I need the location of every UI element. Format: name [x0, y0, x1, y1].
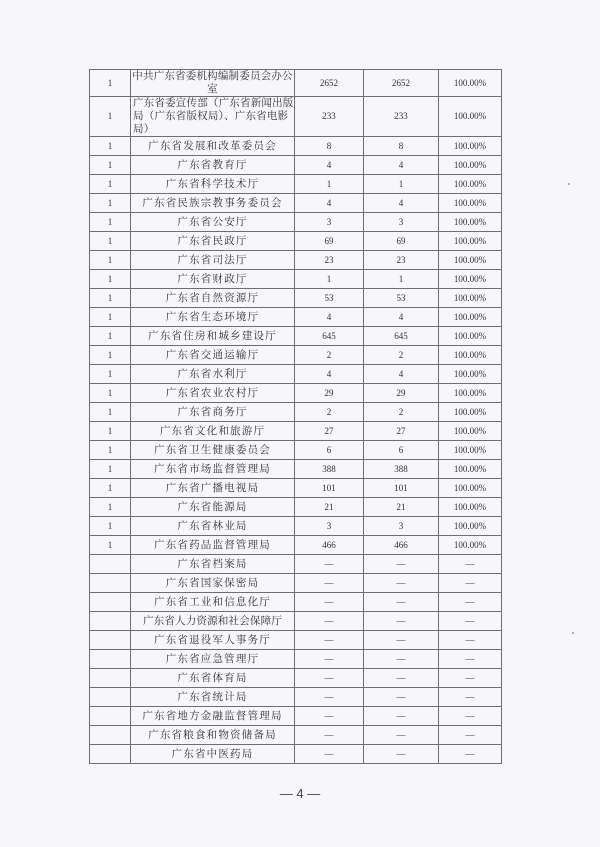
count-cell: 645	[295, 327, 364, 346]
count-cell: 53	[295, 289, 364, 308]
completed-count-cell: —	[364, 707, 439, 726]
seq-cell: 1	[90, 422, 131, 441]
seq-cell	[90, 688, 131, 707]
completed-count-cell: 4	[364, 308, 439, 327]
table-row	[90, 70, 502, 97]
table-row	[90, 232, 502, 251]
table-row	[90, 213, 502, 232]
count-cell: 4	[295, 156, 364, 175]
department-name-cell: 广东省林业局	[131, 517, 295, 536]
count-cell: 69	[295, 232, 364, 251]
count-cell: —	[295, 726, 364, 745]
count-cell: —	[295, 707, 364, 726]
completion-rate-cell: 100.00%	[439, 498, 502, 517]
count-cell: 1	[295, 175, 364, 194]
seq-cell: 1	[90, 479, 131, 498]
completed-count-cell: 2652	[364, 70, 439, 97]
department-name-cell: 广东省教育厅	[131, 156, 295, 175]
count-cell: 4	[295, 194, 364, 213]
completion-rate-cell: 100.00%	[439, 441, 502, 460]
table-row	[90, 137, 502, 156]
department-name-cell: 广东省体育局	[131, 669, 295, 688]
table-row	[90, 441, 502, 460]
seq-cell	[90, 650, 131, 669]
count-cell: 3	[295, 517, 364, 536]
completed-count-cell: —	[364, 669, 439, 688]
table-row	[90, 479, 502, 498]
department-name-cell: 广东省民族宗教事务委员会	[131, 194, 295, 213]
department-name-cell: 广东省广播电视局	[131, 479, 295, 498]
completion-rate-cell: 100.00%	[439, 251, 502, 270]
completed-count-cell: 69	[364, 232, 439, 251]
table-row	[90, 365, 502, 384]
seq-cell: 1	[90, 289, 131, 308]
completed-count-cell: 21	[364, 498, 439, 517]
table-body	[90, 70, 502, 764]
table-row	[90, 669, 502, 688]
completed-count-cell: 2	[364, 346, 439, 365]
completion-rate-cell: 100.00%	[439, 422, 502, 441]
count-cell: 233	[295, 97, 364, 137]
count-cell: 2	[295, 346, 364, 365]
seq-cell: 1	[90, 517, 131, 536]
completed-count-cell: 53	[364, 289, 439, 308]
seq-cell: 1	[90, 441, 131, 460]
department-name-cell: 广东省统计局	[131, 688, 295, 707]
table-row	[90, 403, 502, 422]
count-cell: 2	[295, 403, 364, 422]
table-row	[90, 156, 502, 175]
completed-count-cell: 4	[364, 194, 439, 213]
completion-rate-cell: 100.00%	[439, 232, 502, 251]
department-name-cell: 广东省商务厅	[131, 403, 295, 422]
department-name-cell: 广东省应急管理厅	[131, 650, 295, 669]
department-name-cell: 广东省粮食和物资储备局	[131, 726, 295, 745]
completion-rate-cell: —	[439, 669, 502, 688]
seq-cell: 1	[90, 384, 131, 403]
table-row	[90, 289, 502, 308]
completed-count-cell: 101	[364, 479, 439, 498]
table-row	[90, 346, 502, 365]
completed-count-cell: 3	[364, 213, 439, 232]
seq-cell	[90, 745, 131, 764]
completed-count-cell: 3	[364, 517, 439, 536]
completion-rate-cell: 100.00%	[439, 403, 502, 422]
completion-rate-cell: 100.00%	[439, 460, 502, 479]
completed-count-cell: 388	[364, 460, 439, 479]
department-name-cell: 广东省司法厅	[131, 251, 295, 270]
completion-rate-cell: 100.00%	[439, 213, 502, 232]
table-row	[90, 460, 502, 479]
table-row	[90, 175, 502, 194]
count-cell: 29	[295, 384, 364, 403]
completion-rate-cell: —	[439, 707, 502, 726]
completed-count-cell: —	[364, 726, 439, 745]
count-cell: 2652	[295, 70, 364, 97]
table-row	[90, 517, 502, 536]
count-cell: 23	[295, 251, 364, 270]
page-number: — 4 —	[279, 786, 321, 801]
table-row	[90, 688, 502, 707]
seq-cell	[90, 612, 131, 631]
seq-cell	[90, 726, 131, 745]
table-row	[90, 498, 502, 517]
department-name-cell: 广东省农业农村厅	[131, 384, 295, 403]
department-name-cell: 广东省卫生健康委员会	[131, 441, 295, 460]
count-cell: —	[295, 631, 364, 650]
completed-count-cell: —	[364, 574, 439, 593]
seq-cell: 1	[90, 365, 131, 384]
completed-count-cell: 1	[364, 175, 439, 194]
table-row	[90, 707, 502, 726]
completion-rate-cell: 100.00%	[439, 270, 502, 289]
table-row	[90, 308, 502, 327]
scan-speck	[572, 632, 574, 634]
count-cell: 8	[295, 137, 364, 156]
department-name-cell: 广东省能源局	[131, 498, 295, 517]
count-cell: —	[295, 745, 364, 764]
seq-cell: 1	[90, 251, 131, 270]
seq-cell: 1	[90, 175, 131, 194]
seq-cell: 1	[90, 403, 131, 422]
table-row	[90, 251, 502, 270]
count-cell: 6	[295, 441, 364, 460]
department-name-cell: 广东省财政厅	[131, 270, 295, 289]
seq-cell: 1	[90, 308, 131, 327]
department-name-cell: 广东省委宣传部（广东省新闻出版局（广东省版权局）、广东省电影局）	[131, 97, 295, 137]
completed-count-cell: —	[364, 745, 439, 764]
table-row	[90, 194, 502, 213]
count-cell: 3	[295, 213, 364, 232]
count-cell: —	[295, 669, 364, 688]
completion-rate-cell: —	[439, 726, 502, 745]
completion-rate-cell: —	[439, 593, 502, 612]
count-cell: 388	[295, 460, 364, 479]
department-name-cell: 广东省工业和信息化厅	[131, 593, 295, 612]
table-row	[90, 631, 502, 650]
completion-rate-cell: 100.00%	[439, 479, 502, 498]
completion-rate-cell: 100.00%	[439, 137, 502, 156]
department-name-cell: 广东省住房和城乡建设厅	[131, 327, 295, 346]
count-cell: 27	[295, 422, 364, 441]
completion-rate-cell: 100.00%	[439, 289, 502, 308]
seq-cell	[90, 669, 131, 688]
completed-count-cell: —	[364, 631, 439, 650]
completion-rate-cell: —	[439, 688, 502, 707]
count-cell: 101	[295, 479, 364, 498]
seq-cell	[90, 631, 131, 650]
completed-count-cell: 6	[364, 441, 439, 460]
table-row	[90, 97, 502, 137]
table-row	[90, 612, 502, 631]
table-row	[90, 745, 502, 764]
count-cell: —	[295, 555, 364, 574]
completion-rate-cell: 100.00%	[439, 384, 502, 403]
completion-rate-cell: 100.00%	[439, 308, 502, 327]
count-cell: —	[295, 574, 364, 593]
department-name-cell: 广东省地方金融监督管理局	[131, 707, 295, 726]
completed-count-cell: 466	[364, 536, 439, 555]
seq-cell: 1	[90, 536, 131, 555]
completion-rate-cell: 100.00%	[439, 175, 502, 194]
department-name-cell: 广东省市场监督管理局	[131, 460, 295, 479]
completed-count-cell: —	[364, 688, 439, 707]
table-row	[90, 327, 502, 346]
table-row	[90, 726, 502, 745]
completion-rate-cell: —	[439, 745, 502, 764]
count-cell: —	[295, 612, 364, 631]
scan-speck	[568, 183, 570, 185]
seq-cell: 1	[90, 97, 131, 137]
table-row	[90, 422, 502, 441]
table-row	[90, 574, 502, 593]
seq-cell: 1	[90, 270, 131, 289]
seq-cell: 1	[90, 137, 131, 156]
completed-count-cell: 4	[364, 365, 439, 384]
seq-cell: 1	[90, 327, 131, 346]
completion-rate-cell: —	[439, 555, 502, 574]
data-table	[89, 69, 502, 764]
department-name-cell: 广东省公安厅	[131, 213, 295, 232]
seq-cell	[90, 555, 131, 574]
completed-count-cell: 645	[364, 327, 439, 346]
count-cell: 466	[295, 536, 364, 555]
department-name-cell: 广东省发展和改革委员会	[131, 137, 295, 156]
seq-cell: 1	[90, 213, 131, 232]
count-cell: 4	[295, 365, 364, 384]
seq-cell: 1	[90, 498, 131, 517]
completion-rate-cell: 100.00%	[439, 517, 502, 536]
seq-cell: 1	[90, 460, 131, 479]
completed-count-cell: 8	[364, 137, 439, 156]
seq-cell: 1	[90, 194, 131, 213]
seq-cell	[90, 574, 131, 593]
completion-rate-cell: 100.00%	[439, 97, 502, 137]
completion-rate-cell: 100.00%	[439, 327, 502, 346]
department-name-cell: 广东省交通运输厅	[131, 346, 295, 365]
completed-count-cell: —	[364, 593, 439, 612]
completed-count-cell: 29	[364, 384, 439, 403]
seq-cell: 1	[90, 156, 131, 175]
seq-cell: 1	[90, 232, 131, 251]
count-cell: —	[295, 688, 364, 707]
table-row	[90, 270, 502, 289]
table-row	[90, 650, 502, 669]
completed-count-cell: 23	[364, 251, 439, 270]
completion-rate-cell: —	[439, 650, 502, 669]
seq-cell: 1	[90, 70, 131, 97]
department-name-cell: 广东省退役军人事务厅	[131, 631, 295, 650]
completion-rate-cell: 100.00%	[439, 365, 502, 384]
table-row	[90, 384, 502, 403]
completion-rate-cell: 100.00%	[439, 536, 502, 555]
completion-rate-cell: 100.00%	[439, 156, 502, 175]
completed-count-cell: 2	[364, 403, 439, 422]
completed-count-cell: —	[364, 650, 439, 669]
count-cell: 21	[295, 498, 364, 517]
completion-rate-cell: 100.00%	[439, 194, 502, 213]
department-name-cell: 广东省药品监督管理局	[131, 536, 295, 555]
seq-cell	[90, 593, 131, 612]
table-row	[90, 593, 502, 612]
department-name-cell: 广东省档案局	[131, 555, 295, 574]
count-cell: 1	[295, 270, 364, 289]
completion-rate-cell: —	[439, 612, 502, 631]
completed-count-cell: —	[364, 612, 439, 631]
department-name-cell: 广东省国家保密局	[131, 574, 295, 593]
completed-count-cell: 233	[364, 97, 439, 137]
completion-rate-cell: 100.00%	[439, 346, 502, 365]
department-name-cell: 广东省自然资源厅	[131, 289, 295, 308]
table-row	[90, 536, 502, 555]
department-name-cell: 广东省中医药局	[131, 745, 295, 764]
department-name-cell: 广东省水利厅	[131, 365, 295, 384]
count-cell: —	[295, 650, 364, 669]
table-row	[90, 555, 502, 574]
seq-cell	[90, 707, 131, 726]
completion-rate-cell: 100.00%	[439, 70, 502, 97]
department-name-cell: 中共广东省委机构编制委员会办公室	[132, 70, 293, 95]
department-name-cell: 广东省文化和旅游厅	[131, 422, 295, 441]
count-cell: —	[295, 593, 364, 612]
department-name-cell: 广东省人力资源和社会保障厅	[131, 612, 295, 631]
department-name-cell: 广东省科学技术厅	[131, 175, 295, 194]
completed-count-cell: 4	[364, 156, 439, 175]
completion-rate-cell: —	[439, 574, 502, 593]
completed-count-cell: 1	[364, 270, 439, 289]
count-cell: 4	[295, 308, 364, 327]
department-name-cell: 广东省生态环境厅	[131, 308, 295, 327]
completed-count-cell: 27	[364, 422, 439, 441]
completed-count-cell: —	[364, 555, 439, 574]
department-name-cell: 广东省民政厅	[131, 232, 295, 251]
completion-rate-cell: —	[439, 631, 502, 650]
seq-cell: 1	[90, 346, 131, 365]
